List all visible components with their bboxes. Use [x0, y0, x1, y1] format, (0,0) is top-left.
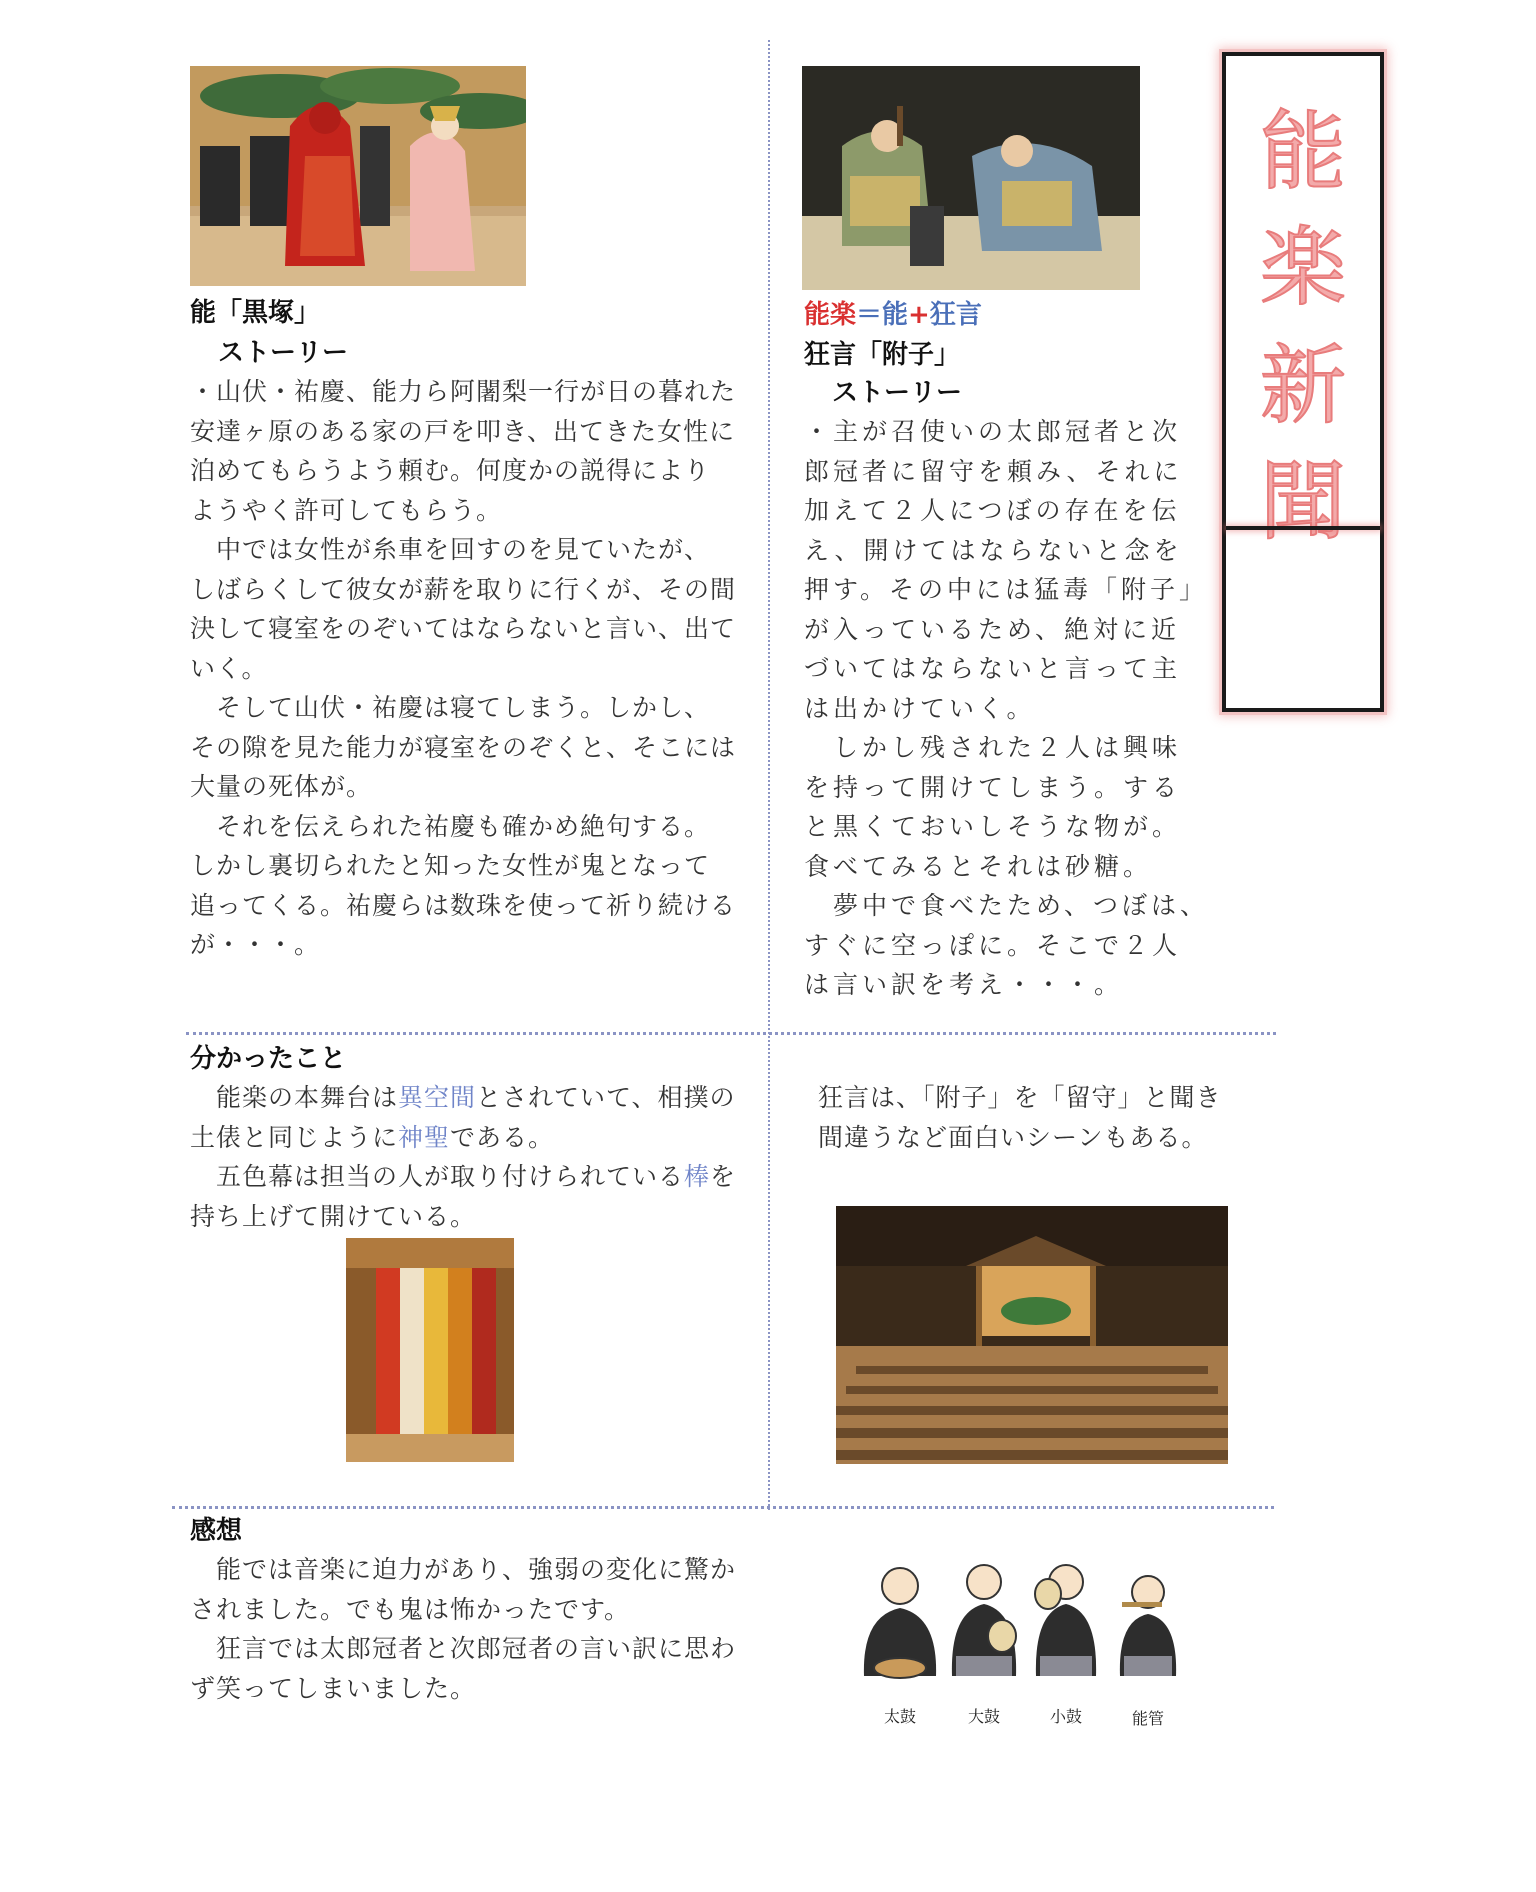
impressions-line: 能では音楽に迫力があり、強弱の変化に驚か [190, 1555, 737, 1584]
noh-line: 大量の死体が。 [190, 772, 373, 801]
learned-text-span: とされていて、相撲の [476, 1083, 736, 1112]
learned-highlight-bou: 棒 [684, 1162, 711, 1191]
kyogen-note-line: 狂言は、「附子」を「留守」と聞き [818, 1083, 1222, 1112]
kyogen-note-text [818, 1078, 1258, 1157]
middle-horizontal-divider [186, 1032, 1276, 1035]
musician-label-kotsuzumi: 小鼓 [1050, 1707, 1083, 1726]
learned-text-span: 土俵と同じように [190, 1122, 399, 1152]
noh-line: ・山伏・祐慶、能力ら阿闍梨一行が日の暮れた [190, 377, 737, 406]
impressions-heading: 感想 [190, 1516, 243, 1546]
noh-line: 泊めてもらうよう頼む。何度かの説得により [190, 456, 711, 485]
impressions-line: ず笑ってしまいました。 [190, 1673, 477, 1703]
kyogen-note-line: 間違うなど面白いシーンもある。 [818, 1122, 1208, 1152]
learned-highlight-ikukan: 異空間 [398, 1083, 477, 1112]
formula-no: 能 [882, 300, 909, 330]
kyogen-busu-photo [802, 66, 1140, 290]
learned-line-4: 持ち上げて開けている。 [190, 1201, 477, 1231]
learned-line-2 [190, 1118, 760, 1158]
impressions-line: 狂言では太郎冠者と次郎冠者の言い訳に思わ [190, 1634, 737, 1663]
taiko-player [864, 1568, 936, 1678]
learned-line-3 [190, 1157, 760, 1197]
formula-plus: + [908, 300, 930, 330]
learned-text-span: を [710, 1162, 737, 1191]
learned-highlight-shinsei: 神聖 [398, 1122, 451, 1152]
title-char-3: 新 [1260, 336, 1346, 436]
kyogen-heading: 狂言「附子」 [804, 340, 961, 370]
noh-line: その隙を見た能力が寝室をのぞくと、そこには [190, 732, 737, 762]
musician-label-otsuzumi: 大鼓 [968, 1707, 1001, 1726]
kyogen-line: を持って開けてしまう。する [804, 772, 1182, 802]
kyogen-story-text [804, 412, 1214, 1005]
kyogen-line: と黒くておいしそうな物が。 [804, 812, 1182, 841]
kyogen-line: 食べてみるとそれは砂糖。 [804, 851, 1153, 881]
noh-line: いく。 [190, 653, 268, 683]
noh-performance-illustration [190, 66, 526, 286]
formula-nogaku: 能楽 [804, 300, 857, 330]
nogaku-formula [804, 296, 982, 334]
kyogen-performance-illustration [802, 66, 1140, 290]
noh-line: が・・・。 [190, 930, 321, 959]
noh-theater-photo [836, 1206, 1228, 1464]
kyogen-line: え、開けてはならないと念を [804, 535, 1183, 565]
kyogen-line: は言い訳を考え・・・。 [804, 970, 1124, 999]
kyogen-line: づいてはならないと言って主 [804, 654, 1182, 683]
noh-line: そして山伏・祐慶は寝てしまう。しかし、 [190, 693, 711, 722]
noh-line: しかし裏切られたと知った女性が鬼となって [190, 851, 711, 880]
musician-label-taiko: 太鼓 [884, 1707, 917, 1726]
learned-text [190, 1078, 760, 1236]
noh-line: 決して寝室をのぞいてはならないと言い、出て [190, 614, 737, 643]
kyogen-line: が入っているため、絶対に近 [804, 614, 1181, 644]
kyogen-line: は出かけていく。 [804, 693, 1036, 723]
kyogen-line: 押す。その中には猛毒「附子」 [804, 575, 1209, 604]
impressions-line: されました。でも鬼は怖かったです。 [190, 1594, 631, 1624]
kyogen-line: すぐに空っぽに。そこで２人 [804, 930, 1182, 960]
noh-story-label: ストーリー [218, 338, 349, 368]
formula-equals: ＝ [856, 300, 883, 330]
title-char-1: 能 [1260, 102, 1346, 202]
noh-line: それを伝えられた祐慶も確かめ絶句する。 [190, 811, 711, 841]
title-char-2: 楽 [1260, 218, 1346, 318]
kyogen-line: 郎冠者に留守を頼み、それに [804, 456, 1183, 486]
noh-line: ようやく許可してもらう。 [190, 495, 503, 525]
center-vertical-divider [768, 40, 770, 1510]
kyogen-line: しかし残された２人は興味 [804, 733, 1182, 762]
learned-text-span: 五色幕は担当の人が取り付けられている [190, 1162, 685, 1191]
curtain-illustration [346, 1238, 514, 1462]
hayashi-musicians-illustration [852, 1556, 1192, 1736]
musicians-drawing [852, 1556, 1192, 1696]
musician-label-nohkan: 能管 [1132, 1709, 1165, 1728]
kyogen-line: ・主が召使いの太郎冠者と次 [804, 417, 1182, 446]
learned-heading: 分かったこと [190, 1044, 347, 1074]
kotsuzumi-player [1035, 1565, 1096, 1676]
noh-line: 安達ヶ原のある家の戸を叩き、出てきた女性に [190, 416, 736, 446]
impressions-text [190, 1550, 760, 1708]
nohkan-player [1120, 1576, 1176, 1676]
title-char-4: 聞 [1260, 452, 1346, 552]
noh-story-text [190, 372, 760, 965]
noh-line: 追ってくる。祐慶らは数珠を使って祈り続ける [190, 890, 737, 920]
noh-heading: 能「黒塚」 [190, 298, 321, 328]
goshiki-maku-photo [346, 1238, 514, 1462]
theater-hall-illustration [836, 1206, 1228, 1464]
formula-kyogen: 狂言 [929, 300, 982, 330]
noh-line: 中では女性が糸車を回すのを見ていたが、 [190, 535, 711, 564]
learned-text-span: 能楽の本舞台は [190, 1083, 399, 1112]
title-box-divider [1226, 526, 1380, 530]
learned-text-span: である。 [450, 1122, 555, 1152]
kyogen-line: 加えて２人につぼの存在を伝 [804, 496, 1181, 525]
lower-horizontal-divider [172, 1506, 1274, 1509]
newspaper-title-box [1222, 52, 1384, 712]
otsuzumi-player [952, 1565, 1016, 1676]
kyogen-line: 夢中で食べたため、つぼは、 [804, 891, 1210, 920]
kyogen-story-label: ストーリー [832, 378, 963, 408]
noh-kurozuka-photo [190, 66, 526, 286]
learned-line-1 [190, 1078, 760, 1118]
noh-line: しばらくして彼女が薪を取りに行くが、その間 [190, 574, 737, 604]
